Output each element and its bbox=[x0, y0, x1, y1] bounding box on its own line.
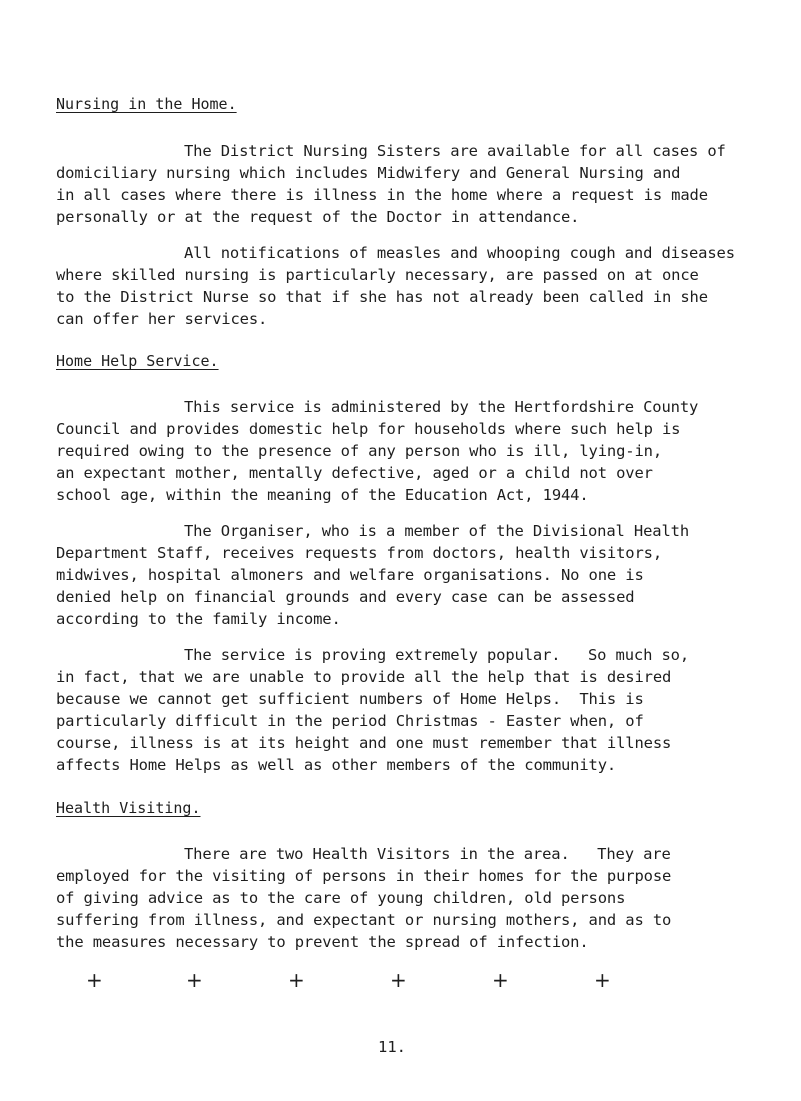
text-line: suffering from illness, and expectant or nursing mothers, and as to bbox=[56, 911, 672, 929]
cross-mark: + bbox=[492, 968, 509, 992]
paragraph-health-visiting-1 bbox=[56, 843, 756, 953]
cross-mark: + bbox=[594, 968, 611, 992]
paragraph-home-help-1 bbox=[56, 396, 756, 506]
text-line: All notifications of measles and whooping cough and diseases bbox=[184, 244, 735, 262]
text-line: particularly difficult in the period Christmas - Easter when, of bbox=[56, 712, 644, 730]
cross-mark: + bbox=[288, 968, 305, 992]
section-heading-health-visiting: Health Visiting. bbox=[56, 799, 201, 817]
text-line: denied help on financial grounds and every case can be assessed bbox=[56, 588, 635, 606]
text-line: The Organiser, who is a member of the Divisional Health bbox=[184, 522, 689, 540]
section-heading-home-help: Home Help Service. bbox=[56, 352, 219, 370]
text-line: school age, within the meaning of the Education Act, 1944. bbox=[56, 486, 589, 504]
text-line: domiciliary nursing which includes Midwifery and General Nursing and bbox=[56, 164, 681, 182]
text-line: midwives, hospital almoners and welfare organisations. No one is bbox=[56, 566, 644, 584]
section-heading-nursing: Nursing in the Home. bbox=[56, 95, 237, 113]
paragraph-nursing-1 bbox=[56, 140, 756, 228]
paragraph-nursing-2 bbox=[56, 242, 756, 330]
paragraph-home-help-3 bbox=[56, 644, 756, 776]
text-line: Council and provides domestic help for households where such help is bbox=[56, 420, 681, 438]
text-line: This service is administered by the Hertfordshire County bbox=[184, 398, 699, 416]
text-line: can offer her services. bbox=[56, 310, 268, 328]
page-number: 11. bbox=[378, 1038, 406, 1056]
cross-mark: + bbox=[186, 968, 203, 992]
paragraph-home-help-2 bbox=[56, 520, 756, 630]
text-line: in fact, that we are unable to provide all the help that is desired bbox=[56, 668, 672, 686]
text-line: employed for the visiting of persons in their homes for the purpose bbox=[56, 867, 672, 885]
text-line: personally or at the request of the Doctor in attendance. bbox=[56, 208, 580, 226]
text-line: The District Nursing Sisters are available for all cases of bbox=[184, 142, 726, 160]
text-line: of giving advice as to the care of young children, old persons bbox=[56, 889, 626, 907]
cross-mark: + bbox=[390, 968, 407, 992]
text-line: affects Home Helps as well as other members of the community. bbox=[56, 756, 617, 774]
text-line: to the District Nurse so that if she has not already been called in she bbox=[56, 288, 708, 306]
text-line: an expectant mother, mentally defective, aged or a child not over bbox=[56, 464, 653, 482]
text-line: The service is proving extremely popular. So much so, bbox=[184, 646, 689, 664]
text-line: where skilled nursing is particularly necessary, are passed on at once bbox=[56, 266, 699, 284]
text-line: course, illness is at its height and one must remember that illness bbox=[56, 734, 672, 752]
text-line: There are two Health Visitors in the area. They are bbox=[184, 845, 671, 863]
text-line: the measures necessary to prevent the spread of infection. bbox=[56, 933, 589, 951]
text-line: required owing to the presence of any person who is ill, lying-in, bbox=[56, 442, 662, 460]
text-line: Department Staff, receives requests from doctors, health visitors, bbox=[56, 544, 662, 562]
text-line: according to the family income. bbox=[56, 610, 341, 628]
text-line: in all cases where there is illness in the home where a request is made bbox=[56, 186, 708, 204]
separator-crosses bbox=[86, 968, 646, 992]
text-line: because we cannot get sufficient numbers of Home Helps. This is bbox=[56, 690, 644, 708]
cross-mark: + bbox=[86, 968, 103, 992]
